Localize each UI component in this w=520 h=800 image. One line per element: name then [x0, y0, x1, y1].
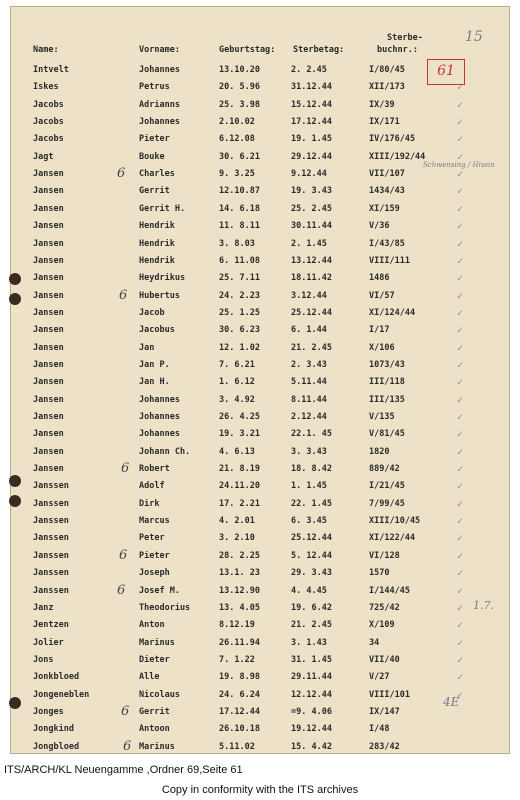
table-row: [11, 117, 511, 134]
cell-firstname: Heydrikus: [139, 273, 186, 284]
cell-died: 18. 8.42: [291, 464, 332, 475]
cell-name: Jansen: [33, 273, 64, 284]
header-born: Geburtstag:: [219, 45, 276, 55]
check-mark-icon: ✓: [457, 620, 464, 632]
table-row: [11, 724, 511, 741]
cell-died: 3. 3.43: [291, 446, 327, 457]
cell-died: 31.12.44: [291, 82, 332, 93]
handwritten-six-mark: 6: [119, 547, 128, 563]
cell-died: 22.1. 45: [291, 429, 332, 440]
cell-firstname: Peter: [139, 533, 165, 544]
cell-born: 14. 6.18: [219, 203, 260, 214]
cell-born: 6. 11.08: [219, 255, 260, 266]
table-row: [11, 742, 511, 759]
cell-name: Jansen: [33, 446, 64, 457]
check-mark-icon: ✓: [457, 99, 464, 111]
cell-died: 2. 2.45: [291, 65, 327, 75]
cell-book-number: 725/42: [369, 602, 400, 613]
handwritten-six-mark: 6: [121, 461, 130, 477]
check-mark-icon: ✓: [457, 117, 464, 129]
cell-name: Janssen: [33, 568, 69, 579]
cell-born: 13.10.20: [219, 65, 260, 75]
cell-firstname: Theodorius: [139, 602, 191, 613]
cell-born: 7. 6.21: [219, 359, 255, 370]
cell-born: 25. 1.25: [219, 307, 260, 318]
cell-died: 4. 4.45: [291, 585, 327, 596]
cell-died: 29. 3.43: [291, 568, 332, 579]
footer-copy-note: Copy in conformity with the ITS archives: [161, 784, 359, 796]
cell-died: 5. 12.44: [291, 550, 332, 561]
cell-book-number: IX/171: [369, 117, 400, 128]
cell-book-number: V/36: [369, 221, 390, 232]
cell-name: Jentzen: [33, 620, 69, 631]
handwritten-six-mark: 6: [123, 738, 132, 754]
cell-name: Janssen: [33, 550, 69, 561]
cell-book-number: 889/42: [369, 464, 400, 475]
check-mark-icon: ✓: [457, 238, 464, 250]
header-book-line2: buchnr.:: [377, 45, 418, 55]
handwritten-six-mark: 6: [117, 166, 126, 182]
cell-born: 13.1. 23: [219, 568, 260, 579]
cell-name: Janssen: [33, 533, 69, 544]
check-mark-icon: ✓: [457, 585, 464, 597]
table-row: [11, 377, 511, 394]
check-mark-icon: ✓: [457, 186, 464, 198]
handwritten-note-bottom: 4E: [443, 695, 460, 709]
cell-book-number: I/43/85: [369, 238, 405, 249]
cell-book-number: XIII/192/44: [369, 151, 426, 162]
cell-died: 29.12.44: [291, 151, 332, 162]
cell-book-number: 283/42: [369, 741, 400, 752]
cell-book-number: I/17: [369, 325, 390, 336]
cell-born: 13.12.90: [219, 585, 260, 596]
cell-firstname: Johannes: [139, 65, 180, 75]
cell-firstname: Charles: [139, 169, 175, 180]
cell-firstname: Jan: [139, 342, 155, 353]
cell-book-number: V/81/45: [369, 429, 405, 440]
cell-born: 26. 4.25: [219, 412, 260, 422]
cell-died: 6. 1.44: [291, 325, 327, 336]
cell-firstname: Hendrik: [139, 238, 175, 249]
footer-archive-reference: ITS/ARCH/KL Neuengamme ,Ordner 69,Seite 61: [4, 764, 243, 776]
cell-name: Janssen: [33, 481, 69, 492]
check-mark-icon: ✓: [457, 290, 464, 302]
table-row: [11, 481, 511, 498]
cell-name: Jansen: [33, 412, 64, 422]
cell-born: 8.12.19: [219, 620, 255, 631]
check-mark-icon: ✓: [457, 637, 464, 649]
cell-name: Jansen: [33, 342, 64, 353]
cell-name: Jansen: [33, 325, 64, 336]
cell-firstname: Antoon: [139, 724, 170, 735]
table-row: [11, 221, 511, 238]
cell-book-number: IX/147: [369, 706, 400, 717]
cell-firstname: Pieter: [139, 134, 170, 145]
cell-died: 15. 4.42: [291, 741, 332, 752]
table-row: [11, 152, 511, 169]
cell-name: Jacobs: [33, 99, 64, 110]
cell-died: 3. 1.43: [291, 637, 327, 648]
check-mark-icon: ✓: [457, 654, 464, 666]
cell-name: Jansen: [33, 186, 64, 197]
check-mark-icon: ✓: [457, 672, 464, 684]
cell-name: Jansen: [33, 238, 64, 249]
cell-firstname: Hendrik: [139, 221, 175, 232]
cell-firstname: Robert: [139, 464, 170, 475]
cell-name: Janssen: [33, 498, 69, 509]
cell-book-number: VI/128: [369, 550, 400, 561]
check-mark-icon: ✓: [457, 550, 464, 562]
cell-name: Jonkbloed: [33, 672, 80, 683]
cell-died: 5.11.44: [291, 377, 327, 388]
cell-born: 12.10.87: [219, 186, 260, 197]
cell-firstname: Jan H.: [139, 377, 170, 388]
cell-book-number: VI/57: [369, 290, 395, 301]
cell-born: 25. 3.98: [219, 99, 260, 110]
table-row: [11, 343, 511, 360]
table-row: [11, 100, 511, 117]
cell-book-number: 7/99/45: [369, 498, 405, 509]
cell-died: 2.12.44: [291, 412, 327, 422]
table-row: [11, 169, 511, 186]
check-mark-icon: ✓: [457, 394, 464, 406]
cell-firstname: Nicolaus: [139, 689, 180, 700]
cell-firstname: Joseph: [139, 568, 170, 579]
cell-died: 19.12.44: [291, 724, 332, 735]
cell-firstname: Gerrit: [139, 706, 170, 717]
header-firstname: Vorname:: [139, 45, 180, 55]
cell-born: 11. 8.11: [219, 221, 260, 232]
table-row: [11, 516, 511, 533]
cell-name: Jongeneblen: [33, 689, 90, 700]
cell-born: 17.12.44: [219, 706, 260, 717]
check-mark-icon: ✓: [457, 446, 464, 458]
cell-name: Jansen: [33, 290, 64, 301]
cell-died: 19. 1.45: [291, 134, 332, 145]
cell-died: 22. 1.45: [291, 498, 332, 509]
cell-born: 19. 3.21: [219, 429, 260, 440]
cell-firstname: Anton: [139, 620, 165, 631]
cell-died: 19. 6.42: [291, 602, 332, 613]
cell-name: Jansen: [33, 203, 64, 214]
table-row: [11, 412, 511, 429]
check-mark-icon: ✓: [457, 169, 464, 181]
check-mark-icon: ✓: [457, 464, 464, 476]
check-mark-icon: ✓: [457, 516, 464, 528]
check-mark-icon: ✓: [457, 412, 464, 423]
header-died: Sterbetag:: [293, 45, 345, 55]
cell-name: Jolier: [33, 637, 64, 648]
cell-died: 29.11.44: [291, 672, 332, 683]
cell-name: Jansen: [33, 359, 64, 370]
check-mark-icon: ✓: [457, 255, 464, 267]
cell-died: 18.11.42: [291, 273, 332, 284]
table-row: [11, 551, 511, 568]
check-mark-icon: ✓: [457, 273, 464, 285]
cell-book-number: 1434/43: [369, 186, 405, 197]
cell-firstname: Johannes: [139, 117, 180, 128]
check-mark-icon: ✓: [457, 134, 464, 146]
cell-firstname: Johann Ch.: [139, 446, 191, 457]
archive-document-page: [10, 6, 510, 754]
check-mark-icon: ✓: [457, 481, 464, 493]
cell-died: =9. 4.06: [291, 706, 332, 717]
cell-died: 1. 1.45: [291, 481, 327, 492]
cell-born: 2.10.02: [219, 117, 255, 128]
cell-born: 25. 7.11: [219, 273, 260, 284]
cell-book-number: 34: [369, 637, 380, 648]
cell-book-number: XI/122/44: [369, 533, 416, 544]
cell-name: Janssen: [33, 516, 69, 527]
check-mark-icon: ✓: [457, 568, 464, 580]
cell-name: Jansen: [33, 464, 64, 475]
cell-died: 8.11.44: [291, 394, 327, 405]
cell-died: 25.12.44: [291, 307, 332, 318]
check-mark-icon: ✓: [457, 498, 464, 510]
cell-died: 15.12.44: [291, 99, 332, 110]
cell-born: 3. 2.10: [219, 533, 255, 544]
cell-name: Jongbloed: [33, 741, 80, 752]
table-row: [11, 204, 511, 221]
cell-firstname: Adrianns: [139, 99, 180, 110]
cell-book-number: VII/107: [369, 169, 405, 180]
cell-born: 5.11.02: [219, 741, 255, 752]
cell-book-number: 1570: [369, 568, 390, 579]
cell-book-number: VII/40: [369, 654, 400, 665]
cell-firstname: Marinus: [139, 637, 175, 648]
check-mark-icon: ✓: [457, 325, 464, 337]
cell-born: 1. 6.12: [219, 377, 255, 388]
cell-born: 30. 6.23: [219, 325, 260, 336]
header-name: Name:: [33, 45, 59, 55]
cell-died: 31. 1.45: [291, 654, 332, 665]
cell-born: 30. 6.21: [219, 151, 260, 162]
cell-firstname: Jacob: [139, 307, 165, 318]
cell-died: 6. 3.45: [291, 516, 327, 527]
table-row: [11, 82, 511, 99]
cell-born: 9. 3.25: [219, 169, 255, 180]
table-row: [11, 638, 511, 655]
table-row: [11, 239, 511, 256]
cell-book-number: VIII/101: [369, 689, 410, 700]
table-row: [11, 655, 511, 672]
cell-died: 21. 2.45: [291, 620, 332, 631]
cell-name: Jansen: [33, 377, 64, 388]
cell-born: 3. 4.92: [219, 394, 255, 405]
check-mark-icon: ✓: [457, 82, 464, 94]
cell-firstname: Pieter: [139, 550, 170, 561]
cell-firstname: Jan P.: [139, 359, 170, 370]
cell-firstname: Bouke: [139, 151, 165, 162]
cell-name: Jansen: [33, 169, 64, 180]
table-row: [11, 620, 511, 637]
cell-died: 13.12.44: [291, 255, 332, 266]
handwritten-six-mark: 6: [121, 703, 130, 719]
table-row: [11, 256, 511, 273]
cell-book-number: I/48: [369, 724, 390, 735]
cell-firstname: Dieter: [139, 654, 170, 665]
cell-name: Jansen: [33, 255, 64, 266]
cell-book-number: IX/39: [369, 99, 395, 110]
check-mark-icon: ✓: [457, 359, 464, 371]
cell-name: Jacobs: [33, 117, 64, 128]
cell-book-number: XII/173: [369, 82, 405, 93]
cell-firstname: Dirk: [139, 498, 160, 509]
cell-firstname: Petrus: [139, 82, 170, 93]
cell-name: Jacobs: [33, 134, 64, 145]
cell-name: Jagt: [33, 151, 54, 162]
red-stamp: 61: [427, 59, 465, 85]
cell-born: 12. 1.02: [219, 342, 260, 353]
cell-born: 4. 6.13: [219, 446, 255, 457]
cell-name: Jonges: [33, 706, 64, 717]
page-number-annotation: 15: [465, 29, 483, 45]
cell-firstname: Johannes: [139, 429, 180, 440]
table-row: [11, 325, 511, 342]
table-row: [11, 273, 511, 290]
cell-name: Jansen: [33, 221, 64, 232]
header-book-line1: Sterbe-: [387, 33, 423, 43]
cell-book-number: XIII/10/45: [369, 516, 421, 527]
table-row: [11, 360, 511, 377]
cell-firstname: Alle: [139, 672, 160, 683]
cell-book-number: III/118: [369, 377, 405, 388]
cell-book-number: I/144/45: [369, 585, 410, 596]
cell-died: 12.12.44: [291, 689, 332, 700]
cell-died: 30.11.44: [291, 221, 332, 232]
cell-born: 3. 8.03: [219, 238, 255, 249]
check-mark-icon: ✓: [457, 307, 464, 319]
cell-born: 26.10.18: [219, 724, 260, 735]
cell-book-number: V/135: [369, 412, 395, 422]
table-row: [11, 707, 511, 724]
cell-firstname: Hendrik: [139, 255, 175, 266]
cell-book-number: 1486: [369, 273, 390, 284]
table-row: [11, 308, 511, 325]
check-mark-icon: ✓: [457, 602, 464, 614]
cell-born: 7. 1.22: [219, 654, 255, 665]
cell-firstname: Hubertus: [139, 290, 180, 301]
cell-died: 3.12.44: [291, 290, 327, 301]
table-row: [11, 586, 511, 603]
cell-died: 2. 3.43: [291, 359, 327, 370]
cell-died: 21. 2.45: [291, 342, 332, 353]
cell-firstname: Gerrit H.: [139, 203, 186, 214]
table-row: [11, 291, 511, 308]
cell-name: Jongkind: [33, 724, 74, 735]
cell-name: Intvelt: [33, 65, 69, 75]
cell-firstname: Adolf: [139, 481, 165, 492]
cell-born: 4. 2.01: [219, 516, 255, 527]
cell-firstname: Johannes: [139, 394, 180, 405]
check-mark-icon: ✓: [457, 203, 464, 215]
cell-book-number: V/27: [369, 672, 390, 683]
table-row: [11, 65, 511, 82]
check-mark-icon: ✓: [457, 221, 464, 233]
cell-born: 26.11.94: [219, 637, 260, 648]
table-row: [11, 464, 511, 481]
cell-born: 21. 8.19: [219, 464, 260, 475]
table-row: [11, 186, 511, 203]
cell-born: 13. 4.05: [219, 602, 260, 613]
cell-book-number: XI/159: [369, 203, 400, 214]
table-row: [11, 429, 511, 446]
cell-book-number: IV/176/45: [369, 134, 416, 145]
cell-book-number: I/80/45: [369, 65, 405, 75]
cell-firstname: Marcus: [139, 516, 170, 527]
table-row: [11, 447, 511, 464]
cell-firstname: Jacobus: [139, 325, 175, 336]
cell-died: 9.12.44: [291, 169, 327, 180]
cell-name: Jansen: [33, 307, 64, 318]
cell-book-number: X/106: [369, 342, 395, 353]
check-mark-icon: ✓: [457, 342, 464, 354]
cell-name: Jansen: [33, 429, 64, 440]
cell-book-number: XI/124/44: [369, 307, 416, 318]
check-mark-icon: ✓: [457, 377, 464, 389]
handwritten-note-date: 1.7.: [473, 599, 494, 612]
table-row: [11, 395, 511, 412]
cell-firstname: Johannes: [139, 412, 180, 422]
cell-died: 25. 2.45: [291, 203, 332, 214]
cell-born: 6.12.08: [219, 134, 255, 145]
cell-name: Iskes: [33, 82, 59, 93]
cell-died: 19. 3.43: [291, 186, 332, 197]
cell-name: Jansen: [33, 394, 64, 405]
cell-firstname: Gerrit: [139, 186, 170, 197]
cell-name: Jons: [33, 654, 54, 665]
table-row: [11, 568, 511, 585]
table-row: [11, 690, 511, 707]
cell-born: 28. 2.25: [219, 550, 260, 561]
cell-book-number: III/135: [369, 394, 405, 405]
handwritten-six-mark: 6: [119, 287, 128, 303]
cell-firstname: Josef M.: [139, 585, 180, 596]
cell-book-number: VIII/111: [369, 255, 410, 266]
cell-book-number: 1820: [369, 446, 390, 457]
check-mark-icon: ✓: [457, 533, 464, 545]
cell-died: 17.12.44: [291, 117, 332, 128]
check-mark-icon: ✓: [457, 689, 464, 701]
cell-died: 2. 1.45: [291, 238, 327, 249]
check-mark-icon: ✓: [457, 429, 464, 441]
cell-name: Janz: [33, 602, 54, 613]
cell-born: 24.11.20: [219, 481, 260, 492]
handwritten-note-schwensing: Schwensing / Hissin: [423, 161, 495, 169]
cell-born: 24. 6.24: [219, 689, 260, 700]
table-row: [11, 533, 511, 550]
check-mark-icon: ✓: [457, 151, 464, 163]
table-row: [11, 499, 511, 516]
cell-name: Janssen: [33, 585, 69, 596]
handwritten-six-mark: 6: [117, 582, 126, 598]
table-row: [11, 672, 511, 689]
cell-born: 20. 5.96: [219, 82, 260, 93]
cell-died: 25.12.44: [291, 533, 332, 544]
cell-book-number: I/21/45: [369, 481, 405, 492]
table-row: [11, 603, 511, 620]
cell-born: 19. 8.98: [219, 672, 260, 683]
table-row: [11, 134, 511, 151]
cell-born: 24. 2.23: [219, 290, 260, 301]
cell-book-number: 1073/43: [369, 359, 405, 370]
cell-born: 17. 2.21: [219, 498, 260, 509]
cell-firstname: Marinus: [139, 741, 175, 752]
cell-book-number: X/109: [369, 620, 395, 631]
